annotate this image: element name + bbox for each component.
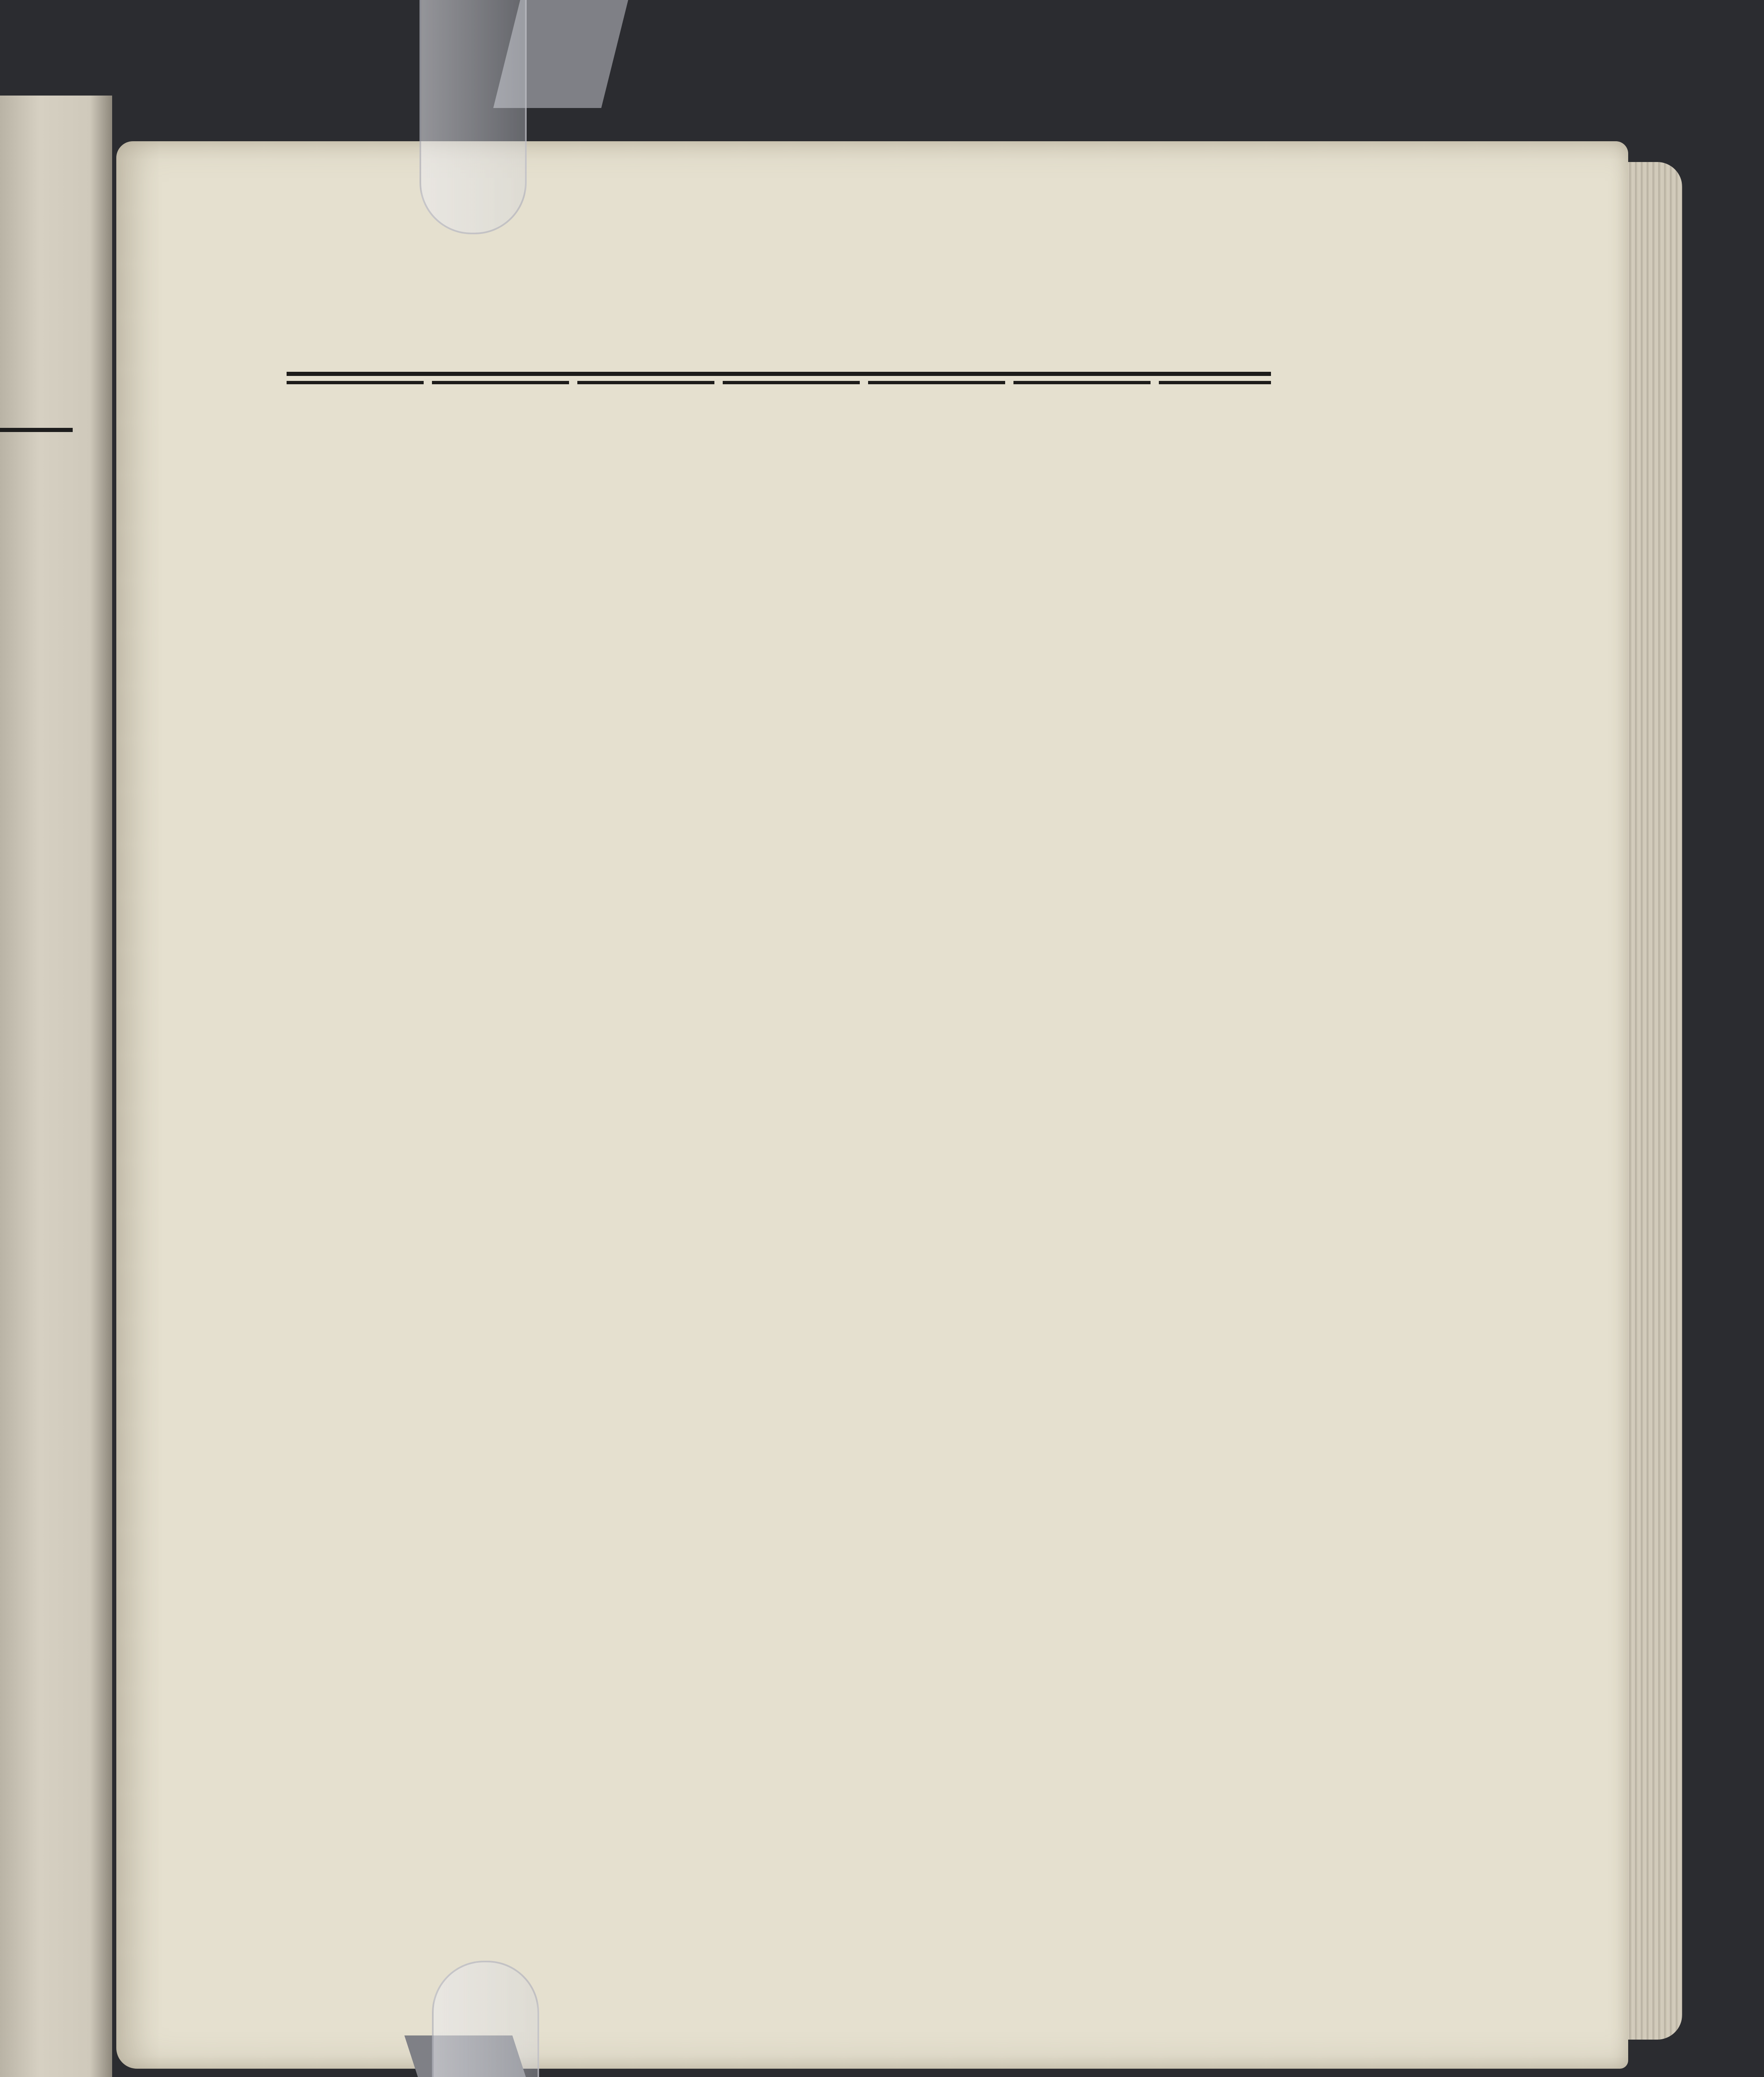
page-clip-bottom	[432, 1961, 539, 2077]
header-rule	[287, 372, 1271, 387]
header-rule-bottom	[287, 381, 1271, 384]
header-rule-top	[287, 372, 1271, 376]
page-clip-top	[420, 0, 527, 234]
page-stack-edge	[1620, 162, 1682, 2040]
book-page	[116, 141, 1628, 2069]
paragraph-gap	[274, 395, 1283, 420]
body-text	[274, 395, 1283, 420]
left-page-rule	[0, 428, 73, 432]
left-page-edge	[0, 96, 112, 2077]
